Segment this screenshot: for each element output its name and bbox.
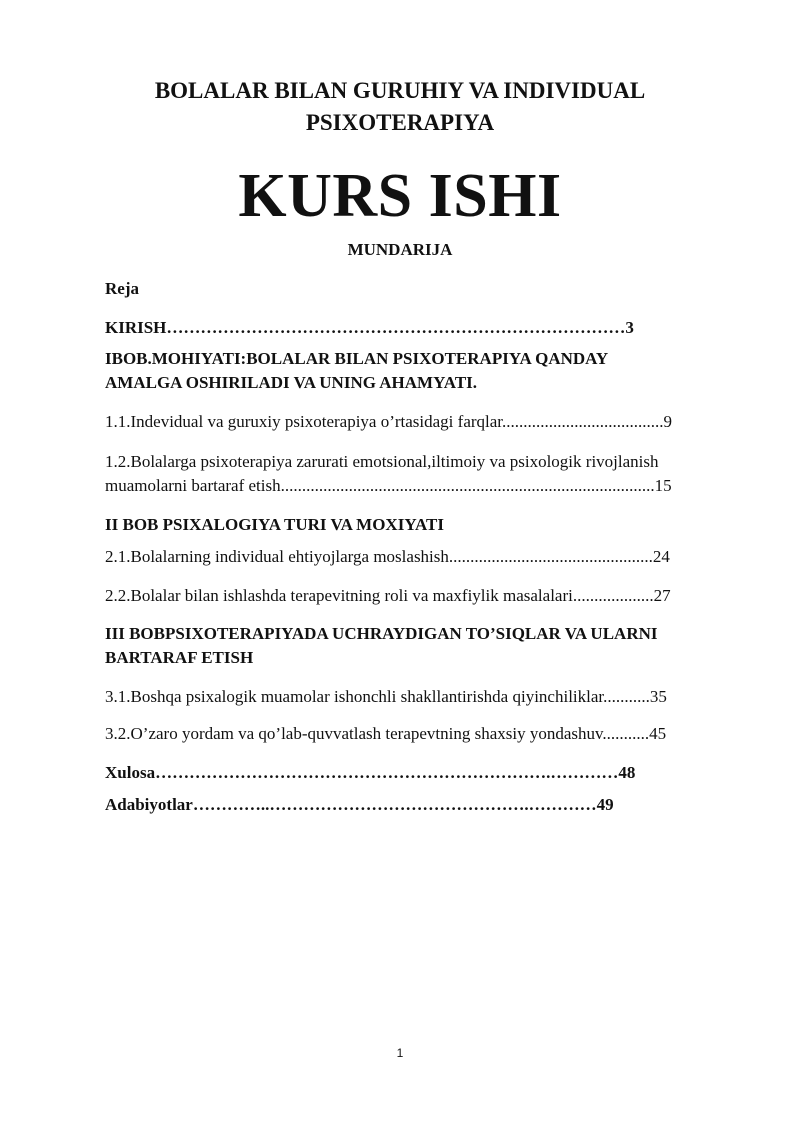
contents-heading: MUNDARIJA xyxy=(347,240,453,259)
toc-entry-2-2: 2.2.Bolalar bilan ishlashda terapevitning roli va maxfiylik masalalari...................27 xyxy=(105,586,671,605)
document-title: KURS ISHI xyxy=(238,162,562,230)
toc-entry-1-2-line-2: muamolarni bartaraf etish........................................................................................15 xyxy=(105,476,672,495)
toc-chapter-1 xyxy=(105,347,735,395)
reja-label: Reja xyxy=(105,279,139,298)
toc-entry-2-1: 2.1.Bolalarning individual ehtiyojlarga moslashish................................................24 xyxy=(105,547,670,566)
toc-chapter-3 xyxy=(105,622,735,670)
document-subtitle-line-1: BOLALAR BILAN GURUHIY VA INDIVIDUAL xyxy=(154,78,646,103)
toc-entry-3-1: 3.1.Boshqa psixalogik muamolar ishonchli shakllantirishda qiyinchiliklar...........35 xyxy=(105,687,667,706)
page-number: 1 xyxy=(396,1046,404,1060)
toc-entry-xulosa: Xulosa…………………………………………………………….…………48 xyxy=(105,763,636,782)
toc-entry-1-1: 1.1.Indevidual va guruxiy psixoterapiya o’rtasidagi farqlar......................................9 xyxy=(105,412,673,431)
toc-entry-1-2 xyxy=(105,450,729,498)
toc-entry-1-2-line-1: 1.2.Bolalarga psixoterapiya zarurati emotsional,iltimoiy va psixologik rivojlanish xyxy=(105,452,659,471)
toc-chapter-2: II BOB PSIXALOGIYA TURI VA MOXIYATI xyxy=(105,515,445,534)
toc-entry-3-2: 3.2.O’zaro yordam va qo’lab-quvvatlash terapevtning shaxsiy yondashuv...........45 xyxy=(105,724,667,743)
toc-entry-adabiyotlar: Adabiyotlar…………..……………………………………….…………49 xyxy=(105,795,614,814)
toc-chapter-3-line-2: BARTARAF ETISH xyxy=(105,648,254,667)
document-subtitle-line-2: PSIXOTERAPIYA xyxy=(305,110,495,135)
toc-entry-kirish: KIRISH………………………………………………………………………3 xyxy=(105,318,634,337)
toc-chapter-3-line-1: III BOBPSIXOTERAPIYADA UCHRAYDIGAN TO’SIQLAR VA ULARNI xyxy=(105,624,658,643)
toc-chapter-1-line-2: AMALGA OSHIRILADI VA UNING AHAMYATI. xyxy=(105,373,478,392)
toc-chapter-1-line-1: IBOB.MOHIYATI:BOLALAR BILAN PSIXOTERAPIYA QANDAY xyxy=(105,349,609,368)
